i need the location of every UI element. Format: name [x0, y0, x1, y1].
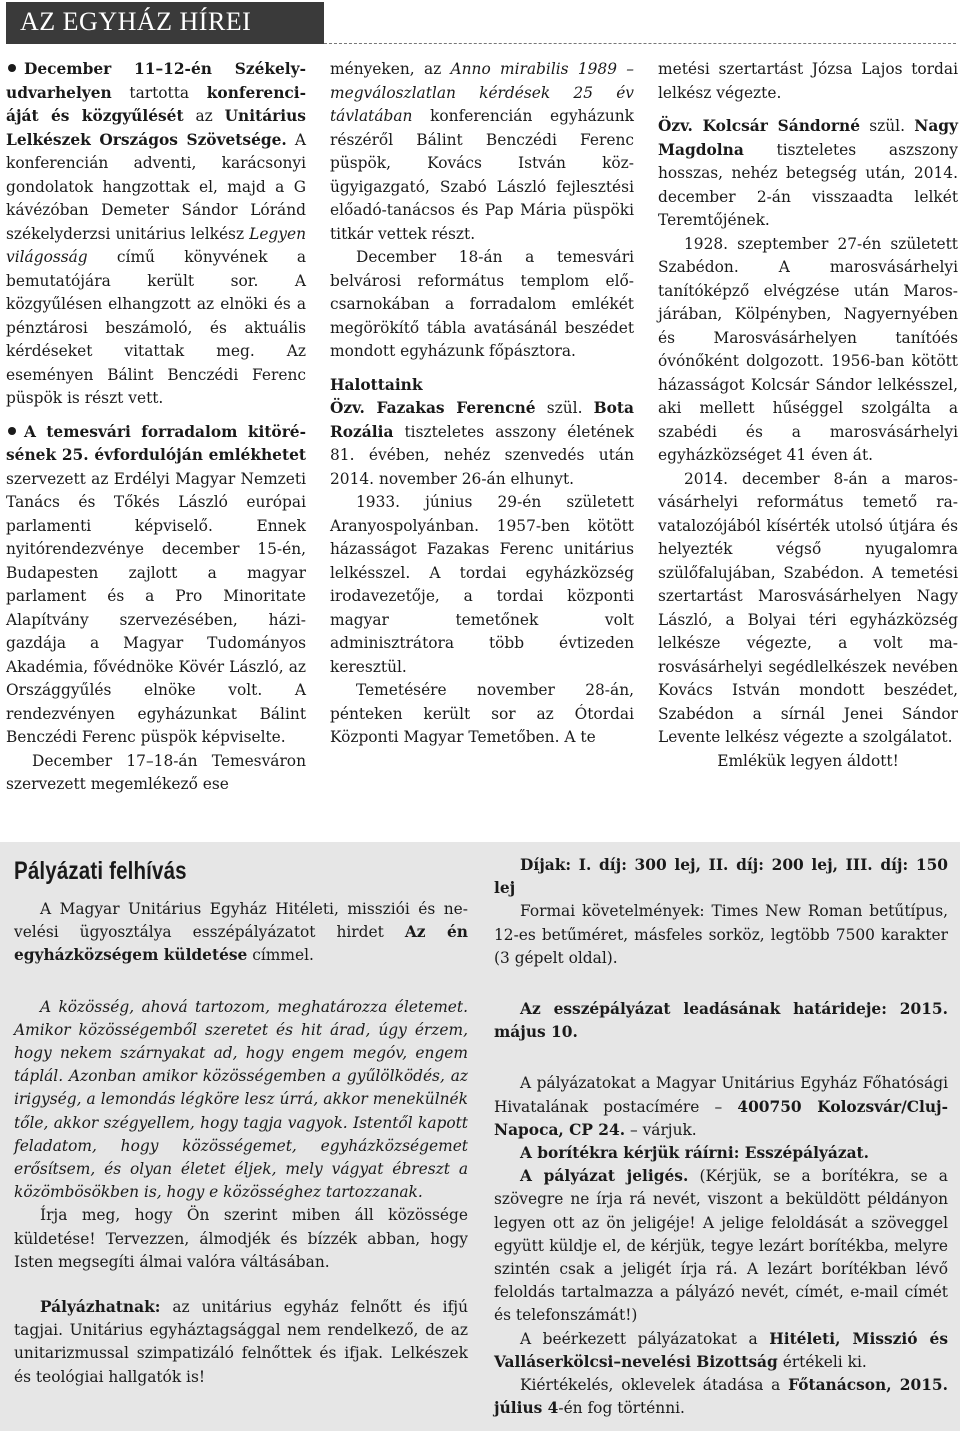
call-address: A pályázatokat a Magyar Unitárius Egyház Főhatósági Hivatalának postacímére – 400750 Kolozsvár/Cluj-Napoca, CP 24. – várjuk. [494, 1074, 948, 1139]
call-intro: A Magyar Unitárius Egyház Hitéleti, missziói és nevelési ügyosztálya esszépályázatot hirdet Az én egyházközségem küldetése címmel. [14, 900, 468, 965]
call-title: Pályázati felhívás [14, 857, 187, 885]
news-column-3 [658, 58, 958, 773]
section-header [6, 2, 324, 44]
closing-line: Emlékük legyen áldott! [717, 751, 899, 770]
obituary-fazakas: Özv. Fazakas Ferencné szül. Bota Rozália tiszteletes asszony életének 81. évében, nehéz szenvedés után 2014. november 26-án elhunyt. [330, 399, 634, 488]
call-formal: Formai követelmények: Times New Roman betűtípus, 12-es betűméret, másfeles sorköz, legtöbb 7500 karakter (3 gépelt oldal). [494, 902, 948, 967]
call-motto: A pályázat jeligés. (Kérjük, se a borítékra, se a szövegre ne írja rá nevét, viszont a beküldött példányon legyen ott az ön jeligéje! A jelige feloldását a szöveggel együtt küldje el, de kérjük, tegye lezárt borítékba, melyre szintén csak a jeligét írja rá. A lezárt borítékban lévő feloldás tartalmazza a pályázó nevét, címét, e-mail címét és telefonszámát!) [494, 1167, 948, 1325]
call-right-column [494, 854, 948, 1420]
bullet-icon [8, 64, 16, 72]
news-paragraph: metési szertartást Józsa Lajos tordai lelkész végezte. [658, 60, 958, 102]
call-envelope: A borítékra kérjük ráírni: Esszépályázat. [520, 1144, 870, 1163]
news-paragraph: December 17–18-án Temesváron szervezett megemlékező ese [6, 751, 306, 793]
news-paragraph: 1928. szeptember 27-én született Szabédon. A marosvásárhelyi tanítóképző elvégzése után Marosjárában, Kölpényben, Nagyernyében és Marosvásárhelyen tanítóés óvónőként dolgozott. 1956-ban kötött házasságot Kolcsár Sándor lelkésszel, aki mellett hűséggel szolgálta a szabédi és a marosvásárhelyi egyházközséget 41 éven át. [658, 234, 958, 464]
call-deadline: Az esszépályázat leadásának határideje: 2015. május 10. [494, 1000, 948, 1042]
news-paragraph: Temetésére november 28-án, pénteken került sor az Ótordai Központi Magyar Temetőben. A te [330, 681, 634, 746]
news-item-konferencia: December 11–12-én Székelyudvarhelyen tartotta konferenciáját és közgyűlését az Unitárius Lelkészek Országos Szövetsége. A konferencián adventi, karácsonyi gondolatok hangzottak el, majd a G kávézóban Demeter Sándor Lóránd székelyderzsi unitárius lelkész Legyen világosság című könyvének a bemutatójára került sor. A közgyűlésen elhangzott az elnöki és a pénztárosi beszámoló, és aktuális kérdéseket vitattak meg. Az eseményen Bálint Benczédi Ferenc püspök is részt vett. [6, 60, 306, 407]
obituary-heading: Halottaink [330, 375, 423, 394]
news-item-temesvar: A temesvári forradalom kitörésének 25. évfordulóján emlékhetet szervezett az Erdélyi Magyar Nemzeti Tanács és Tőkés László európai parlamenti képviselő. Ennek nyitórendezvénye december 15-én, Budapesten zajlott a magyar parlament és a Pro Minoritate Alapítvány szervezésében, házigazdája a Magyar Tudományos Akadémia, fővédnöke Kövér László, az Országgyűlés elnöke volt. A rendezvényen egyházunkat Bálint Benczédi Ferenc püspök képviselte. [6, 422, 306, 746]
call-eligibility: Pályázhatnak: az unitárius egyház felnőtt és ifjú tagjai. Unitárius egyháztagsággal nem rendelkező, de az unitarizmussal szimpatizáló felnőttek és ifjak. Lelkészek és teológiai hallgatók is! [14, 1298, 468, 1386]
call-left-column [14, 854, 468, 1389]
section-title: AZ EGYHÁZ HÍREI [20, 7, 252, 36]
news-paragraph: 1933. június 29-én született Aranyospolyánban. 1957-ben kötött házasságot Fazakas Ferenc unitárius lelkésszel. A tordai egyházközség irodavezetője, a tordai központi magyar temetőnek volt adminisztrátora több évtizeden keresztül. [330, 493, 634, 676]
call-quote: A közösség, ahová tartozom, meghatározza életemet. Amikor közösségemből szeretet és hit árad, úgy érzem, hogy nekem szárnyakat ad, hogy engem megóv, engem táplál. Azonban amikor közösségemben a gyűlölködés, az irigység, a lemondás légköre lesz úrrá, akkor menekülnék tőle, akkor szégyellem, hogy tagja vagyok. Istentől kapott feladatom, hogy közösségemet, egyházközségemet erősítsem, és olyan életet éljek, mely vágyat ébreszt a közömbösökben is, hogy e közösséghez tartozzanak. [14, 997, 468, 1202]
news-paragraph: 2014. december 8-án a marosvásárhelyi református temető ravatalozójából kísérték utolsó útjára és helyezték végső nyugalomra szülőfalujában, Szabédon. A temetési szertartást Marosvásárhelyen Nagy László, a Bolyai téri egyházközség lelkésze végezte, a volt marosvásárhelyi segédlelkészek nevében Kovács István mondott beszédet, Szabédon a sírnál Jenei Sándor Levente lelkész végezte a szolgálatot. [658, 469, 958, 746]
bullet-icon [8, 427, 16, 435]
call-award: Kiértékelés, oklevelek átadása a Főtanácson, 2015. július 4-én fog történni. [494, 1376, 948, 1418]
news-paragraph: ményeken, az Anno mirabilis 1989 – megváloszlatlan kérdések 25 év távlatában konferencián egyházunk részéről Bálint Benczédi Ferenc püspök, Kovács István közügyigazgató, Szabó László fejlesztési előadó-tanácsos és Pap Mária püspöki titkár vettek részt. [330, 60, 634, 243]
news-column-1 [6, 58, 306, 797]
header-divider [324, 43, 956, 44]
call-ask: Írja meg, hogy Ön szerint miben áll közössége küldetése! Tervezzen, álmodjék és bízzék abban, hogy Isten megsegíti álmai valóra váltásában. [14, 1206, 468, 1271]
obituary-kolcsar: Özv. Kolcsár Sándorné szül. Nagy Magdolna tiszteletes aszszony hosszas, nehéz betegség után, 2014. december 2-án visszaadta lelkét Teremtőjének. [658, 117, 958, 229]
news-column-2 [330, 58, 634, 750]
call-evaluation: A beérkezett pályázatokat a Hitéleti, Misszió és Valláserkölcsi–nevelési Bizottság értékeli ki. [494, 1329, 948, 1371]
call-prizes: Díjak: I. díj: 300 lej, II. díj: 200 lej, III. díj: 150 lej [494, 856, 948, 898]
news-paragraph: December 18-án a temesvári belvárosi református templom előcsarnokában a forradalom emlékét megörökítő tábla avatásánál beszédet mondott egyházunk főpásztora. [330, 248, 634, 360]
